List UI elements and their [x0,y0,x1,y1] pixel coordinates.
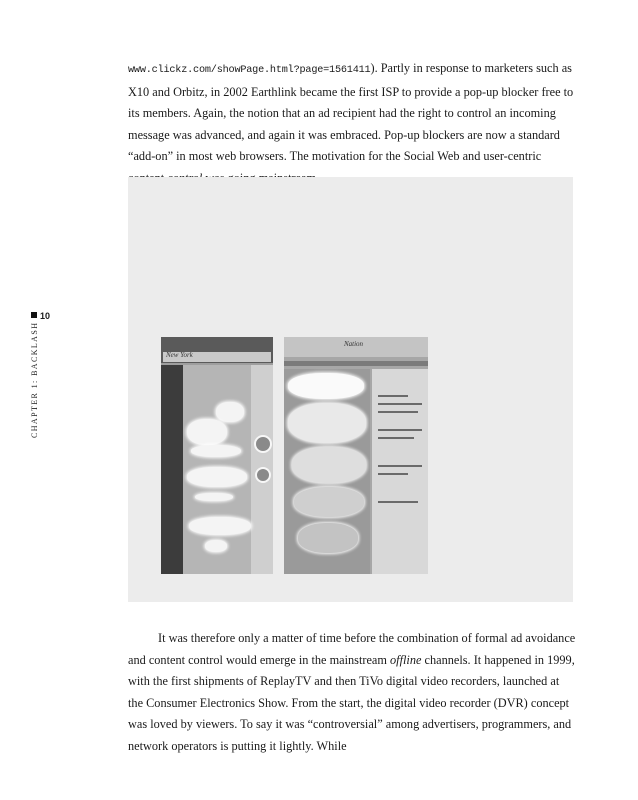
left-nav-column [161,365,183,574]
text-line [378,465,422,467]
figure-eye-tracking-heatmaps [128,177,573,602]
heat-spot [254,435,272,453]
heat-spot [191,445,241,457]
paragraph-1-body: X10 and Orbitz, in 2002 Earthlink became the first ISP to provide a pop-up blocker free to its members. Again, the notion that an ad recipient had the right to control an incoming message was advanced, and again it was embraced. Pop-up blockers are now a standard “add-on” in most web browsers. The motivation for the Social Web and user-centric [128,84,574,164]
page-number: 10 [40,311,51,321]
text-line [378,429,422,431]
heat-spot [298,523,358,553]
paragraph-1-lead: ). Partly in response to marketers such as [370,61,572,75]
heat-spot [255,467,271,483]
heat-spot [195,493,233,501]
heat-spot [292,447,366,483]
paragraph-2-start: It was therefore only a matter of time before the combination of formal ad avoidance and content control would emerge in the mainstream [128,631,576,667]
heat-spot [187,419,227,445]
square-bullet-icon [31,312,37,318]
body-paragraph-2 [128,628,576,758]
chapter-title-text: CHAPTER 1: BACKLASH [30,321,39,438]
nav-bar [284,361,428,366]
heat-spot [288,403,366,443]
paragraph-2-end: channels. It happened in 1999, with the first shipments of ReplayTV and then TiVo digital video recorders, launched at the Consumer Electronics Show. From the start, the digital video recorder (DVR) concept was loved by viewers. To say it was “controversial” among advertisers, programmers, and network operators is putting it lightly. While [128,652,575,753]
heat-spot [216,402,244,422]
heat-spot [205,540,227,552]
text-line [378,403,422,405]
heat-spot [187,467,247,487]
right-column [372,369,428,574]
body-paragraph-1 [128,58,576,190]
text-line [378,473,408,475]
text-line [378,437,414,439]
chapter-title [30,312,39,438]
heatmap-screenshot-right [284,337,428,574]
left-masthead: New York [166,351,193,359]
heat-spot [288,373,364,399]
heat-spot [189,517,251,535]
emphasis-offline: offline [390,652,422,667]
text-line [378,411,418,413]
heatmap-screenshot-left [161,337,273,574]
text-line [378,501,418,503]
running-head [26,311,51,453]
heat-spot [294,487,364,517]
right-masthead: Nation [344,340,364,348]
url-reference: www.clickz.com/showPage.html?page=1561411 [128,65,371,76]
text-line [378,395,408,397]
